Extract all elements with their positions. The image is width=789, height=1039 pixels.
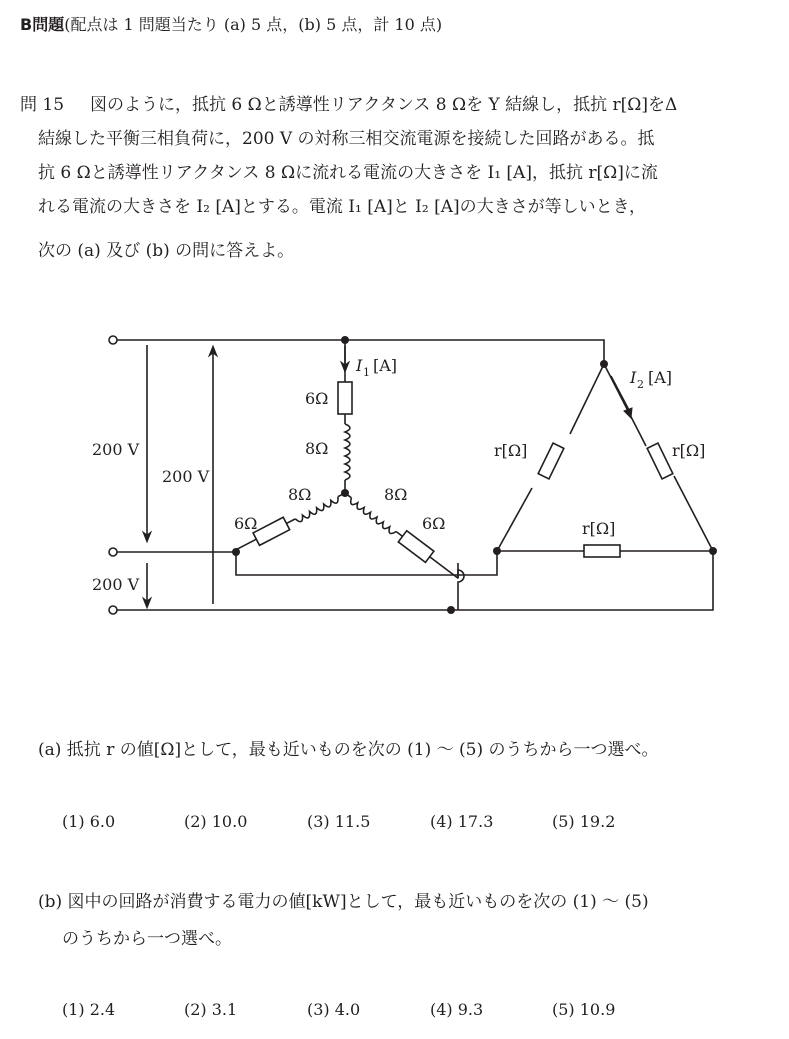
option-a-3: (3) 11.5 [307, 812, 371, 831]
crossover [458, 570, 464, 610]
option-b-4: (4) 9.3 [430, 1000, 484, 1019]
label-r-left: 6Ω [234, 514, 258, 533]
problem-line-3: 抗 6 Ωと誘導性リアクタンス 8 Ωに流れる電流の大きさを I₁ [A]，抵抗 r[Ω]に流 [38, 163, 658, 183]
inductor-top-8 [345, 424, 350, 480]
arrow-head-i2 [624, 408, 632, 418]
resistor-right-6 [398, 531, 434, 563]
voltage-label-mid: 200 V [162, 467, 210, 486]
current-i2-sub: 2 [637, 378, 644, 391]
junction [600, 360, 608, 368]
question-a: (a) 抵抗 r の値[Ω]として，最も近いものを次の (1) ～ (5) のうちから一つ選べ。 [38, 740, 659, 760]
terminal-top [109, 336, 117, 344]
label-x-right: 8Ω [384, 485, 408, 504]
junction [709, 547, 717, 555]
option-a-5: (5) 19.2 [552, 812, 616, 831]
junction [447, 606, 455, 614]
current-i1-sub: 1 [363, 366, 370, 379]
voltage-label-left: 200 V [92, 440, 140, 459]
option-b-2: (2) 3.1 [184, 1000, 238, 1019]
current-i2-unit: [A] [648, 368, 673, 387]
junction [493, 547, 501, 555]
points-note: (配点は 1 問題当たり (a) 5 点，(b) 5 点，計 10 点) [64, 15, 443, 34]
junction [232, 548, 240, 556]
problem-line-1: 図のように，抵抗 6 Ωと誘導性リアクタンス 8 Ωを Y 結線し，抵抗 r[Ω]をΔ [90, 95, 678, 115]
label-x-left: 8Ω [288, 485, 312, 504]
terminal-mid [109, 548, 117, 556]
resistor-left-6 [253, 517, 290, 545]
current-i2: I [630, 368, 637, 387]
option-b-5: (5) 10.9 [552, 1000, 616, 1019]
problem-number: 問 15 [20, 95, 65, 115]
resistor-top-6 [338, 382, 352, 414]
problem-line-4: れる電流の大きさを I₂ [A]とする。電流 I₁ [A]と I₂ [A]の大きさが等しいとき， [38, 197, 646, 217]
delta-resistor-bottom [584, 545, 620, 557]
problem-line-5: 次の (a) 及び (b) の問に答えよ。 [38, 241, 295, 261]
line-c [117, 551, 713, 610]
question-b-line-2: のうちから一つ選べ。 [62, 929, 232, 949]
current-i1-unit: [A] [373, 356, 398, 375]
label-delta-bottom: r[Ω] [582, 519, 616, 538]
voltage-label-bottom: 200 V [92, 575, 140, 594]
option-b-1: (1) 2.4 [62, 1000, 116, 1019]
junction [341, 336, 349, 344]
label-x-top: 8Ω [305, 439, 329, 458]
option-a-4: (4) 17.3 [430, 812, 494, 831]
junction [341, 489, 349, 497]
option-b-3: (3) 4.0 [307, 1000, 361, 1019]
delta-resistor-right [647, 443, 673, 479]
current-i1: I [356, 356, 363, 375]
question-b-line-1: (b) 図中の回路が消費する電力の値[kW]として，最も近いものを次の (1) ～ (5) [38, 892, 649, 912]
label-delta-left: r[Ω] [494, 441, 528, 460]
option-a-1: (1) 6.0 [62, 812, 116, 831]
option-a-2: (2) 10.0 [184, 812, 248, 831]
problem-line-2: 結線した平衡三相負荷に，200 V の対称三相交流電源を接続した回路がある。抵 [38, 129, 655, 149]
label-r-right: 6Ω [422, 514, 446, 533]
label-r-top: 6Ω [305, 389, 329, 408]
section-label: B問題 [20, 15, 65, 34]
label-delta-right: r[Ω] [672, 441, 706, 460]
terminal-bottom [109, 606, 117, 614]
delta-resistor-left [538, 443, 564, 479]
